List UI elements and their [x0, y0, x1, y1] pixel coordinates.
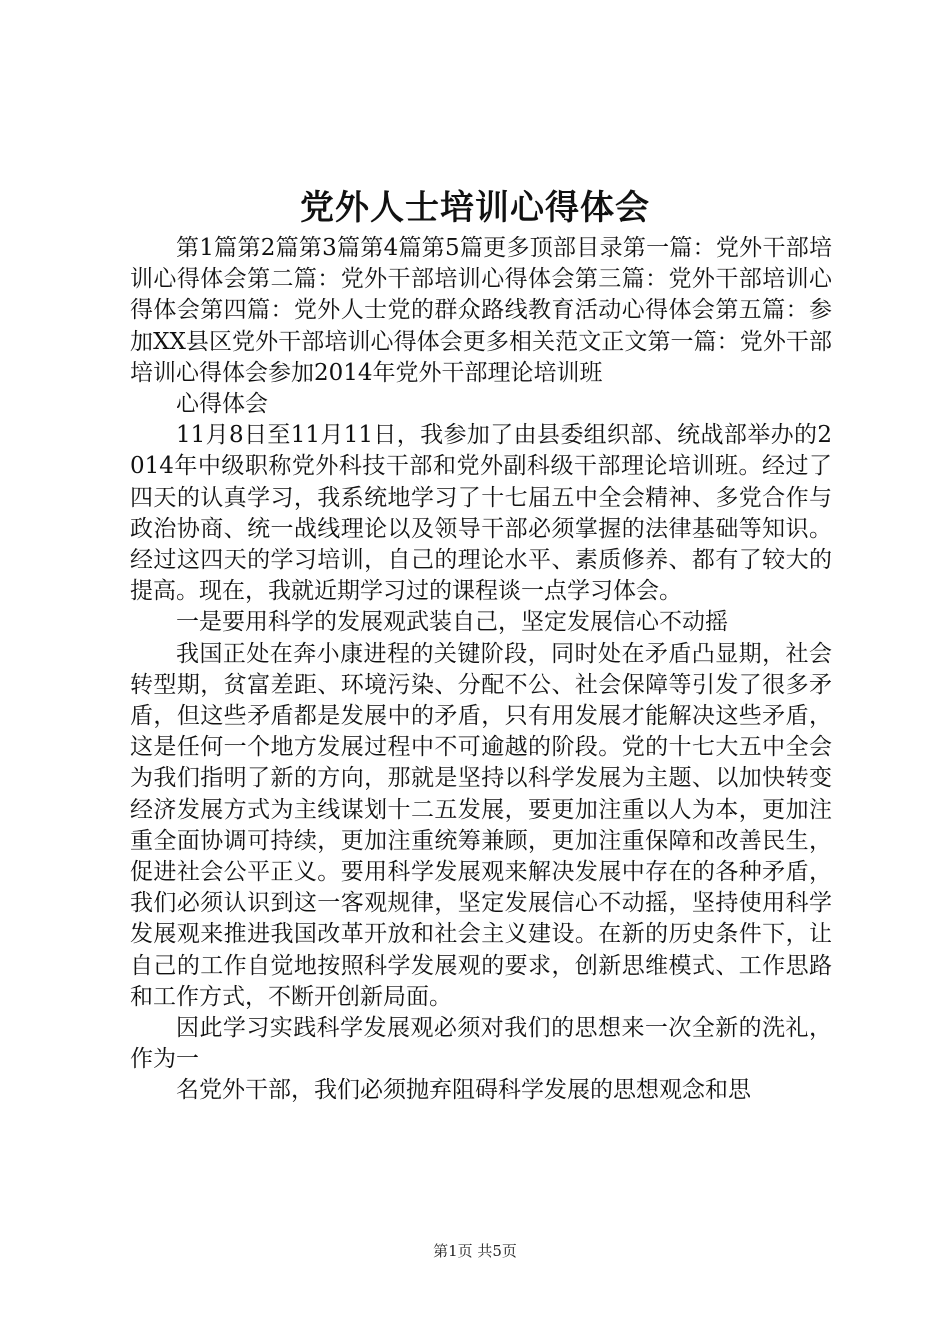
paragraph-toc: 第1篇第2篇第3篇第4篇第5篇更多顶部目录第一篇：党外干部培训心得体会第二篇：党外干部培训心得体会第三篇：党外干部培训心得体会第四篇：党外人士党的群众路线教育活动心得体会第五篇：参加XX县区党外干部培训心得体会更多相关范文正文第一篇：党外干部培训心得体会参加2014年党外干部理论培训班 [130, 235, 832, 386]
paragraph-development: 我国正处在奔小康进程的关键阶段，同时处在矛盾凸显期，社会转型期，贫富差距、环境污染、分配不公、社会保障等引发了很多矛盾，但这些矛盾都是发展中的矛盾，只有用发展才能解决这些矛盾，这是任何一个地方发展过程中不可逾越的阶段。党的十七大五中全会为我们指明了新的方向，那就是坚持以科学发展为主题、以加快转变经济发展方式为主线谋划十二五发展，要更加注重以人为本，更加注重全面协调可持续，更加注重统筹兼顾，更加注重保障和改善民生，促进社会公平正义。要用科学发展观来解决发展中存在的各种矛盾，我们必须认识到这一客观规律，坚定发展信心不动摇，坚持使用科学发展观来推进我国改革开放和社会主义建设。在新的历史条件下，让自己的工作自觉地按照科学发展观的要求，创新思维模式、工作思路和工作方式，不断开创新局面。 [130, 640, 832, 1010]
paragraph-continuation: 名党外干部，我们必须抛弃阻碍科学发展的思想观念和思 [176, 1077, 751, 1104]
document-body [130, 233, 832, 1107]
paragraph-intro: 11月8日至11月11日，我参加了由县委组织部、统战部举办的2014年中级职称党外科技干部和党外副科级干部理论培训班。经过了四天的认真学习，我系统地学习了十七届五中全会精神、多党合作与政治协商、统一战线理论以及领导干部必须掌握的法律基础等知识。经过这四天的学习培训，自己的理论水平、素质修养、都有了较大的提高。现在，我就近期学习过的课程谈一点学习体会。 [130, 422, 832, 605]
paragraph-therefore: 因此学习实践科学发展观必须对我们的思想来一次全新的洗礼，作为一 [130, 1015, 832, 1073]
document-title: 党外人士培训心得体会 [300, 188, 650, 228]
paragraph-heading-one: 一是要用科学的发展观武装自己，坚定发展信心不动摇 [176, 609, 728, 636]
page-number-footer: 第1页 共5页 [433, 1242, 517, 1260]
paragraph-subtitle: 心得体会 [176, 391, 268, 418]
